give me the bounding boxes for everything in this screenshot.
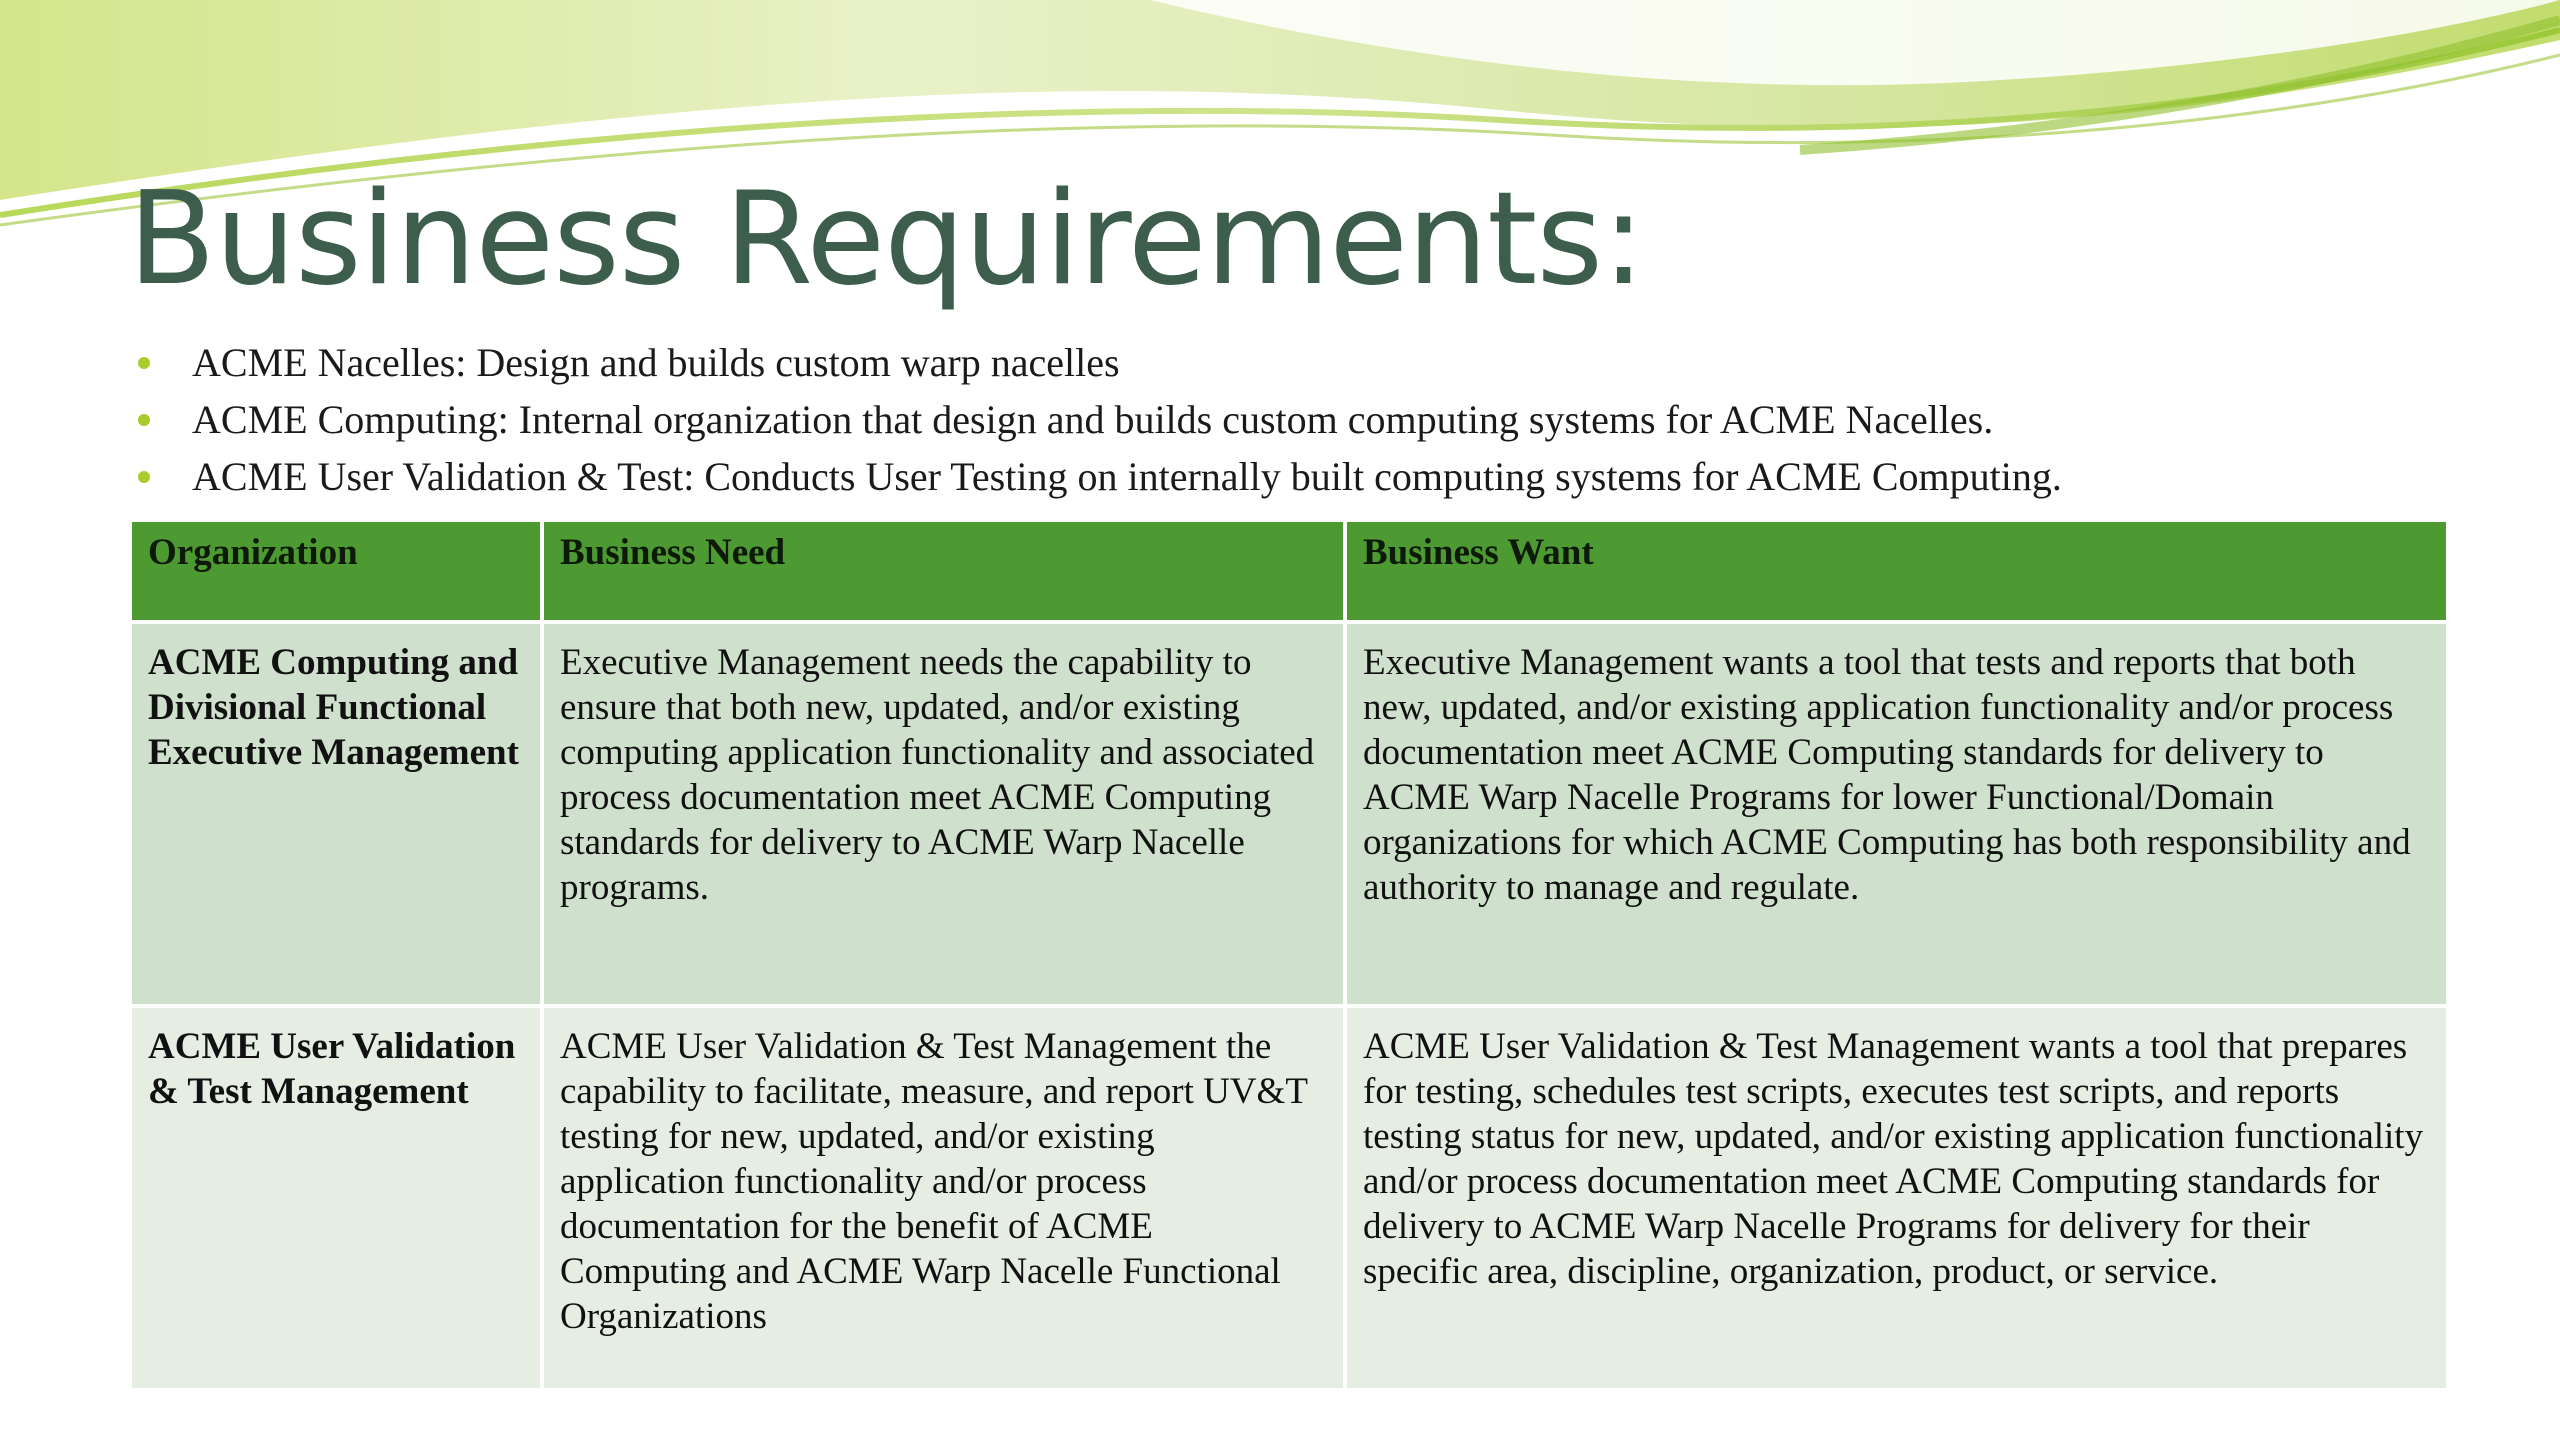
slide-title: Business Requirements:	[128, 165, 1645, 314]
bullet-dot-icon	[138, 414, 150, 426]
header-business-need: Business Need	[542, 520, 1345, 622]
table-row	[130, 1006, 2448, 1390]
business-want-cell: ACME User Validation & Test Management wants a tool that prepares for testing, schedules test scripts, executes test scripts, and reports testing status for new, updated, and/or existing application functionality and/or process documentation meet ACME Computing standards for delivery to ACME Warp Nacelle Programs for delivery for their specific area, discipline, organization, product, or service.	[1345, 1006, 2448, 1390]
organization-cell: ACME Computing and Divisional Functional Executive Management	[130, 622, 542, 1006]
bullet-item	[132, 391, 2062, 448]
table-row	[130, 622, 2448, 1006]
bullet-dot-icon	[138, 471, 150, 483]
bullet-item	[132, 334, 2062, 391]
business-need-cell: Executive Management needs the capability to ensure that both new, updated, and/or existing computing application functionality and associated process documentation meet ACME Computing standards for delivery to ACME Warp Nacelle programs.	[542, 622, 1345, 1006]
bullet-text: ACME Computing: Internal organization that design and builds custom computing systems for ACME Nacelles.	[192, 397, 1994, 442]
bullet-dot-icon	[138, 357, 150, 369]
header-business-want: Business Want	[1345, 520, 2448, 622]
business-want-cell: Executive Management wants a tool that tests and reports that both new, updated, and/or existing application functionality and/or process documentation meet ACME Computing standards for delivery to ACME Warp Nacelle Programs for lower Functional/Domain organizations for which ACME Computing has both responsibility and authority to manage and regulate.	[1345, 622, 2448, 1006]
header-organization: Organization	[130, 520, 542, 622]
organization-cell: ACME User Validation & Test Management	[130, 1006, 542, 1390]
bullet-list	[132, 334, 2062, 505]
bullet-text: ACME User Validation & Test: Conducts User Testing on internally built computing systems for ACME Computing.	[192, 454, 2062, 499]
table-header-row	[130, 520, 2448, 622]
requirements-table	[128, 518, 2450, 1392]
bullet-text: ACME Nacelles: Design and builds custom warp nacelles	[192, 340, 1120, 385]
business-need-cell: ACME User Validation & Test Management the capability to facilitate, measure, and report UV&T testing for new, updated, and/or existing application functionality and/or process documentation for the benefit of ACME Computing and ACME Warp Nacelle Functional Organizations	[542, 1006, 1345, 1390]
bullet-item	[132, 448, 2062, 505]
